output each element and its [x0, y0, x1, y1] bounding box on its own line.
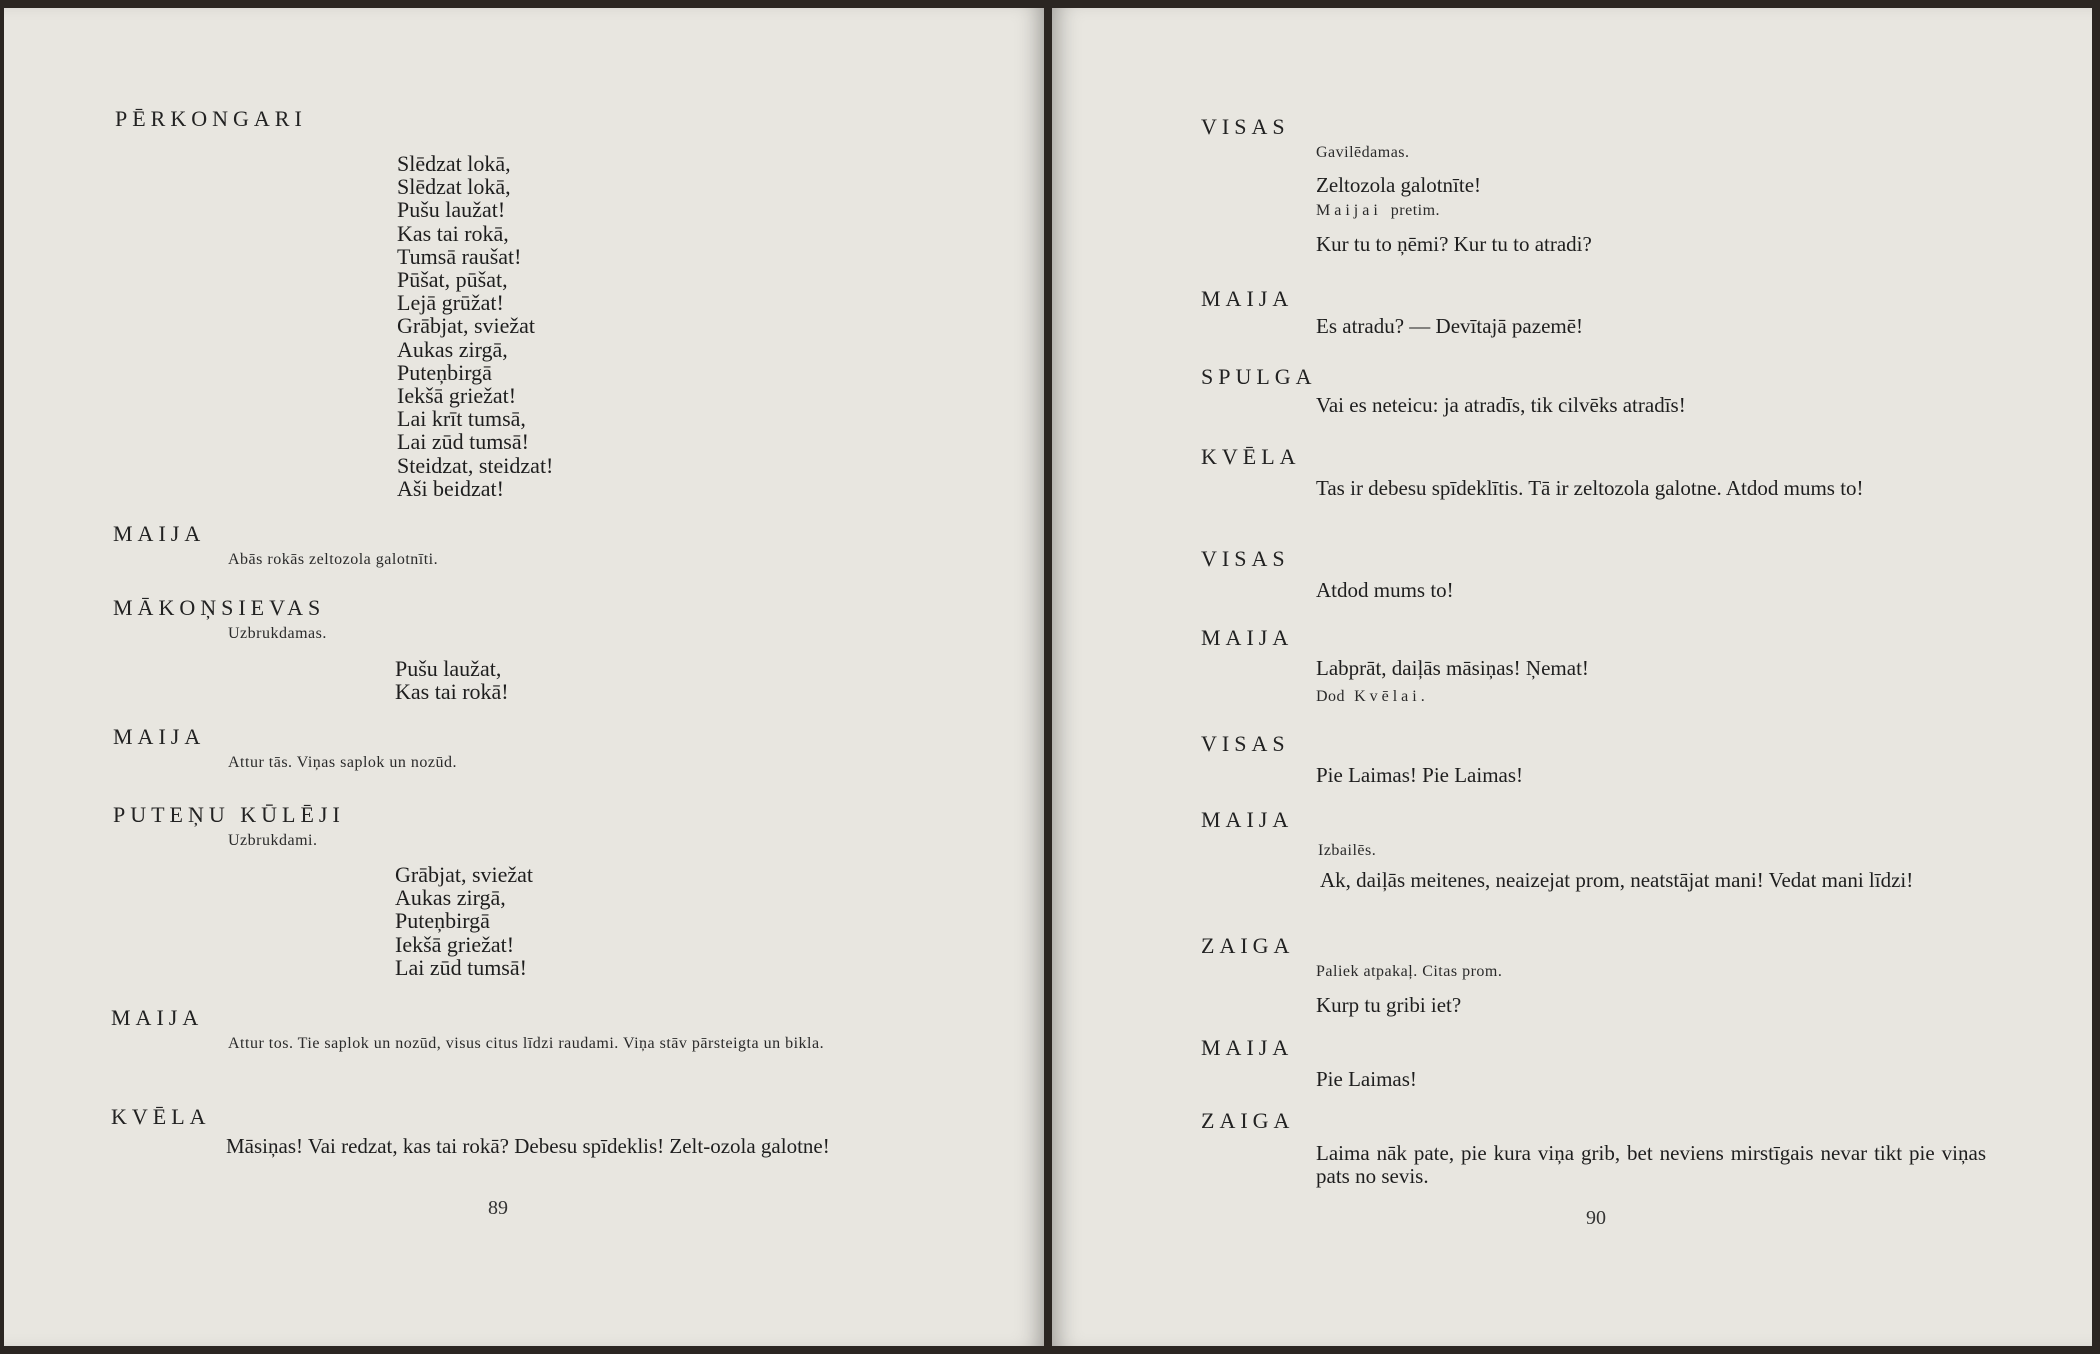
speaker-makonsievas: MĀKOŅSIEVAS	[113, 595, 326, 620]
speech: Labprāt, daiļās māsiņas! Ņemat!	[1316, 656, 1589, 680]
stage-direction	[1316, 202, 1440, 220]
verse-line: Aši beidzat!	[397, 475, 504, 501]
speaker-maija: MAIJA	[113, 724, 206, 749]
speaker-maija: MAIJA	[111, 1005, 204, 1030]
verse-line: Aukas zirgā,	[395, 885, 506, 911]
speech: Pie Laimas!	[1316, 1067, 1417, 1091]
speaker-kvela: KVĒLA	[1201, 444, 1301, 469]
speaker-maija: MAIJA	[1201, 1035, 1294, 1060]
stage-direction: Paliek atpakaļ. Citas prom.	[1316, 963, 1503, 980]
verse-line: Steidzat, steidzat!	[397, 452, 554, 478]
verse-line: Puteņbirgā	[397, 359, 492, 385]
verse-line: Slēdzat lokā,	[397, 174, 511, 200]
stage-direction: Abās rokās zeltozola galotnīti.	[228, 551, 439, 568]
speech: Pie Laimas! Pie Laimas!	[1316, 763, 1524, 787]
verse-line: Kas tai rokā,	[397, 220, 509, 246]
stage-direction: Izbailēs.	[1318, 842, 1377, 859]
speaker-maija: MAIJA	[1201, 286, 1294, 311]
stage-direction: Gavilēdamas.	[1316, 144, 1410, 161]
speech: Zeltozola galotnīte!	[1316, 173, 1482, 197]
verse-line: Slēdzat lokā,	[397, 151, 511, 176]
speaker-visas: VISAS	[1201, 546, 1290, 571]
stage-name: Kvēlai.	[1354, 688, 1429, 705]
stage-direction: Uzbrukdami.	[228, 832, 318, 849]
speech: Kur tu to ņēmi? Kur tu to atradi?	[1316, 232, 1592, 256]
speaker-kvela: KVĒLA	[111, 1104, 211, 1129]
right-page	[1052, 8, 2092, 1346]
verse-line: Tumsā raušat!	[397, 243, 522, 269]
stage-direction	[1316, 688, 1429, 706]
verse-line: Lai zūd tumsā!	[395, 954, 527, 980]
page-number: 90	[1586, 1207, 1606, 1229]
verse-line: Grābjat, sviežat	[395, 862, 534, 887]
page-number: 89	[488, 1197, 508, 1219]
speaker-zaiga: ZAIGA	[1201, 1108, 1295, 1133]
verse-line: Kas tai rokā!	[395, 679, 509, 705]
verse-line: Iekšā griežat!	[397, 383, 517, 409]
stage-direction: Attur tās. Viņas saplok un nozūd.	[228, 754, 457, 771]
speaker-visas: VISAS	[1201, 114, 1290, 139]
speaker-visas: VISAS	[1201, 731, 1290, 756]
speech: Kurp tu gribi iet?	[1316, 993, 1462, 1017]
speech: Es atradu? — Devītajā pazemē!	[1316, 314, 1584, 338]
speech: Atdod mums to!	[1316, 578, 1454, 602]
stage-text: Dod	[1316, 688, 1346, 705]
verse-line: Lejā grūžat!	[397, 290, 504, 316]
left-page	[4, 8, 1044, 1346]
speech: Vai es neteicu: ja atradīs, tik cilvēks atradīs!	[1316, 393, 1686, 417]
speaker-perkongari: PĒRKONGARI	[115, 106, 307, 131]
stage-name: Maijai	[1316, 202, 1382, 219]
verse-line: Iekšā griežat!	[395, 931, 515, 957]
verse-line: Lai krīt tumsā,	[397, 406, 526, 432]
verse-line: Pušu laužat!	[397, 197, 506, 223]
verse-line: Aukas zirgā,	[397, 336, 508, 362]
speaker-maija: MAIJA	[113, 521, 206, 546]
verse-line: Grābjat, sviežat	[397, 313, 536, 339]
verse-perkongari	[397, 152, 553, 500]
verse-makonsievas	[395, 657, 509, 703]
verse-line: Lai zūd tumsā!	[397, 429, 529, 455]
verse-putenu-kuleji	[395, 863, 533, 979]
speaker-maija: MAIJA	[1201, 807, 1294, 832]
stage-direction: Attur tos. Tie saplok un nozūd, visus citus līdzi raudami. Viņa stāv pārsteigta un bikla.	[228, 1035, 825, 1052]
speech: Laima nāk pate, pie kura viņa grib, bet neviens mirstīgais nevar tikt pie viņas pats no sevis.	[1316, 1141, 1986, 1188]
verse-line: Puteņbirgā	[395, 908, 490, 934]
speaker-spulga: SPULGA	[1201, 364, 1317, 389]
stage-direction: Uzbrukdamas.	[228, 625, 327, 642]
speaker-putenu-kuleji: PUTEŅU KŪLĒJI	[113, 802, 345, 827]
verse-line: Pušu laužat,	[395, 656, 502, 681]
speaker-zaiga: ZAIGA	[1201, 933, 1295, 958]
verse-line: Pūšat, pūšat,	[397, 267, 508, 293]
speech: Māsiņas! Vai redzat, kas tai rokā? Debesu spīdeklis! Zelt-ozola galotne!	[226, 1134, 830, 1158]
speech: Tas ir debesu spīdeklītis. Tā ir zeltozola galotne. Atdod mums to!	[1316, 476, 1864, 500]
speech: Ak, daiļās meitenes, neaizejat prom, neatstājat mani! Vedat mani līdzi!	[1320, 868, 1914, 892]
speaker-maija: MAIJA	[1201, 625, 1294, 650]
stage-text: pretim.	[1390, 202, 1441, 219]
